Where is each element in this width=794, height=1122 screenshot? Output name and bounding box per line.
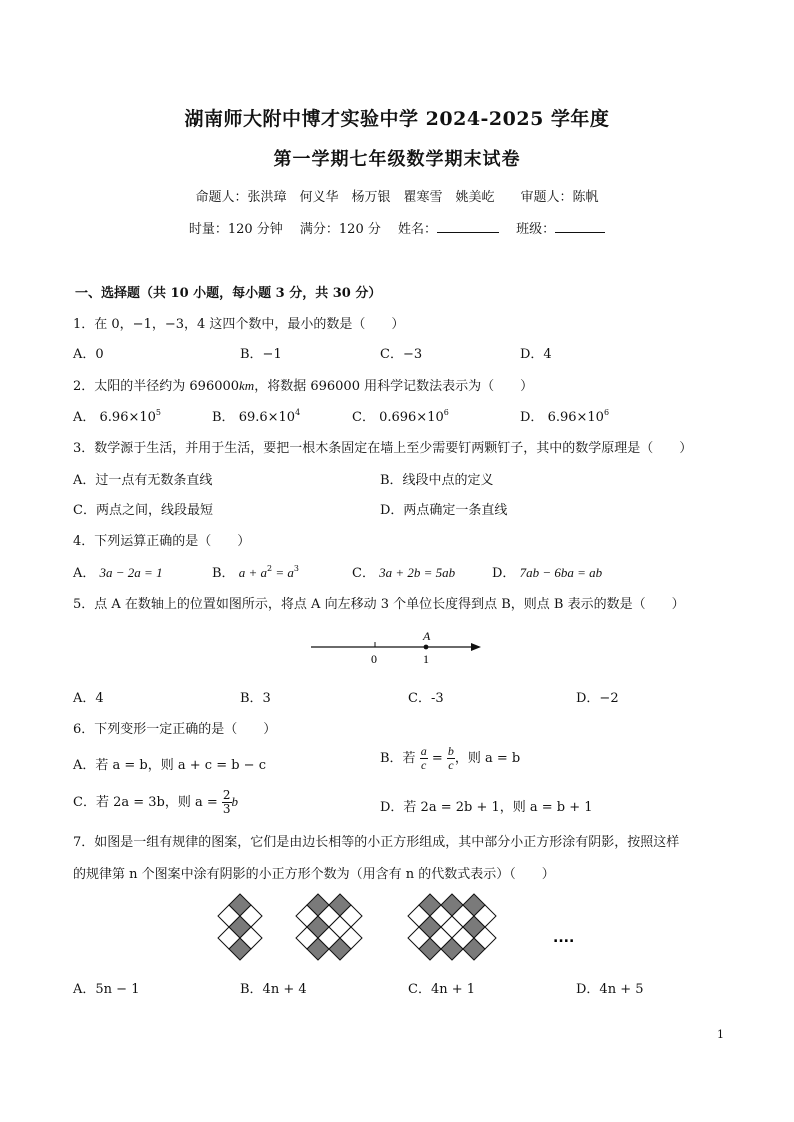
q4-option-c[interactable]: C． 3a + 2b = 5ab [352, 565, 456, 581]
exam-title-school: 湖南师大附中博才实验中学 2024-2025 学年度 [184, 108, 610, 130]
question-2-stem: 2．太阳的半径约为 696000km，将数据 696000 用科学记数法表示为（ ） [73, 378, 534, 394]
q3-option-c[interactable]: C．两点之间，线段最短 [73, 503, 213, 518]
q2-option-b[interactable]: B． $69.6\times 10^4$ [212, 408, 301, 425]
q5-option-d[interactable]: D．−2 [576, 691, 619, 706]
pattern-figures [210, 893, 590, 963]
question-1-stem: 1．在 0，−1，−3，4 这四个数中，最小的数是（ ） [73, 317, 405, 332]
tick-label-0: 0 [371, 652, 377, 666]
question-4-stem: 4．下列运算正确的是（ ） [73, 534, 251, 549]
question-7-stem-line1: 7．如图是一组有规律的图案，它们是由边长相等的小正方形组成，其中部分小正方形涂有阴影，按照这样 [73, 835, 680, 850]
section-title-choice: 一、选择题（共 10 小题，每小题 3 分，共 30 分） [75, 286, 382, 301]
class-label: 班级： [516, 222, 556, 237]
q4-option-d[interactable]: D． 7ab − 6ba = ab [492, 565, 603, 581]
q4-option-b[interactable]: B． $a + a^2 = a^3$ [212, 564, 299, 581]
question-7-stem-line2: 的规律第 n 个图案中涂有阴影的小正方形个数为（用含有 n 的代数式表示）（ ） [73, 867, 555, 882]
q6-option-a[interactable]: A．若 a = b，则 a + c = b − c [73, 758, 266, 773]
q1-option-a[interactable]: A．0 [73, 347, 104, 362]
q5-option-c[interactable]: C．-3 [408, 691, 444, 706]
question-5-stem: 5．点 A 在数轴上的位置如图所示，将点 A 向左移动 3 个单位长度得到点 B，则点 B 表示的数是（ ） [73, 597, 685, 612]
q6-option-d[interactable]: D．若 2a = 2b + 1，则 a = b + 1 [380, 800, 593, 815]
q5-option-b[interactable]: B．3 [240, 691, 271, 706]
number-line-figure [305, 628, 495, 668]
q5-option-a[interactable]: A．4 [73, 691, 104, 706]
pattern-ellipsis: .... [553, 930, 575, 946]
q3-option-a[interactable]: A．过一点有无数条直线 [73, 473, 213, 488]
name-blank[interactable] [437, 220, 499, 233]
question-6-stem: 6．下列变形一定正确的是（ ） [73, 722, 277, 737]
fraction-b-over-c: $\frac{b}{c}$ [447, 744, 454, 772]
exam-info-line [0, 218, 794, 237]
q4-option-a[interactable]: A． 3a − 2a = 1 [73, 565, 163, 581]
q1-option-b[interactable]: B．−1 [240, 347, 282, 362]
point-a-label: A [423, 629, 431, 643]
q2-option-d[interactable]: D． $6.96\times 10^6$ [520, 408, 610, 425]
q1-option-d[interactable]: D．4 [520, 347, 552, 362]
point-a-dot [424, 645, 429, 650]
page-number: 1 [717, 1028, 724, 1041]
q7-option-d[interactable]: D．4n + 5 [576, 982, 644, 997]
q7-option-c[interactable]: C．4n + 1 [408, 982, 476, 997]
q7-option-a[interactable]: A．5n − 1 [73, 982, 140, 997]
time-limit: 时量：120 分钟 [188, 222, 283, 237]
q3-option-b[interactable]: B．线段中点的定义 [380, 473, 494, 488]
tick-label-1: 1 [423, 652, 429, 666]
number-line-arrow-icon [471, 643, 481, 651]
q6-option-c[interactable]: C．若 2a = 3b，则 a = $\frac{2}{3}$ b [73, 788, 239, 816]
class-blank[interactable] [555, 220, 605, 233]
q7-option-b[interactable]: B．4n + 4 [240, 982, 307, 997]
q2-option-c[interactable]: C． $0.696\times 10^6$ [352, 408, 449, 425]
q6-option-b[interactable]: B．若 $\frac{a}{c}$ = $\frac{b}{c}$ ，则 a = b [380, 744, 521, 772]
q3-option-d[interactable]: D．两点确定一条直线 [380, 503, 508, 518]
q2-option-a[interactable]: A． $6.96\times 10^5$ [73, 408, 162, 425]
name-label: 姓名： [398, 222, 438, 237]
fraction-two-thirds: $\frac{2}{3}$ [222, 788, 231, 816]
exam-title-subject: 第一学期七年级数学期末试卷 [273, 149, 521, 170]
full-score: 满分：120 分 [299, 222, 381, 237]
question-3-stem: 3．数学源于生活，并用于生活，要把一根木条固定在墙上至少需要钉两颗钉子，其中的数学原理是（ ） [73, 441, 693, 456]
fraction-a-over-c: $\frac{a}{c}$ [420, 744, 427, 772]
authors-line: 命题人：张洪璋 何义华 杨万银 瞿寒雪 姚美屹 审题人：陈帆 [195, 190, 599, 205]
q1-option-c[interactable]: C．−3 [380, 347, 423, 362]
